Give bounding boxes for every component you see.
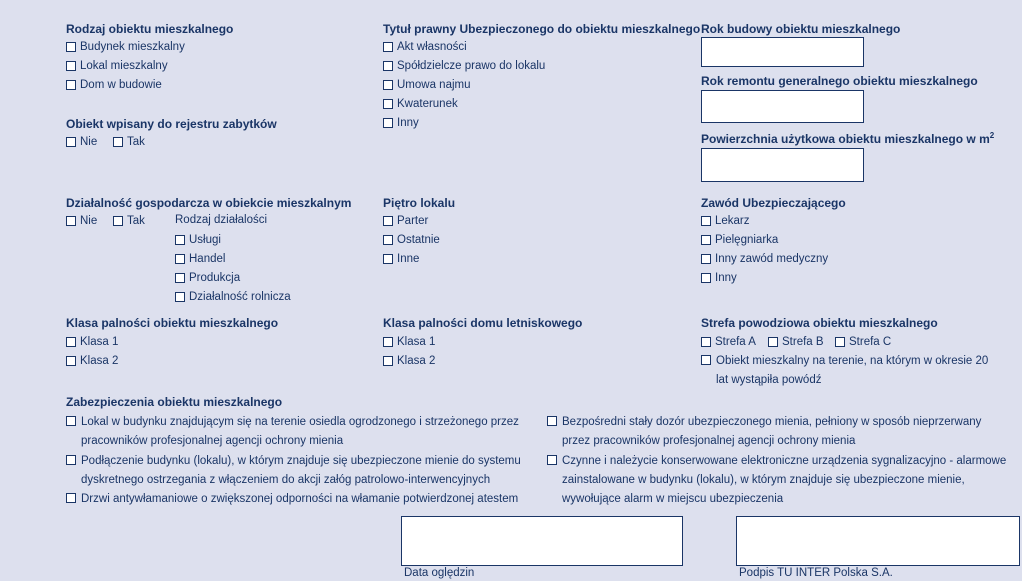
insurer-signature-label: Podpis TU INTER Polska S.A.: [739, 567, 893, 579]
business-kind-option[interactable]: Handel: [175, 252, 225, 266]
floor-option[interactable]: Inne: [383, 252, 419, 266]
profession-option[interactable]: Inny: [701, 271, 737, 285]
business-no-option[interactable]: Nie: [66, 214, 97, 228]
checkbox[interactable]: [66, 61, 76, 71]
checkbox[interactable]: [66, 493, 76, 503]
security-option[interactable]: Bezpośredni stały dozór ubezpieczonego mienia, pełniony w sposób nieprzerwany przez pracowników profesjonalnej agencji ochrony mienia: [547, 413, 1007, 451]
flood-zone-option[interactable]: Strefa A: [701, 335, 756, 349]
floor-option[interactable]: Ostatnie: [383, 233, 440, 247]
checkbox[interactable]: [701, 273, 711, 283]
checkbox[interactable]: [701, 235, 711, 245]
checkbox[interactable]: [383, 99, 393, 109]
object-type-heading: Rodzaj obiektu mieszkalnego: [66, 22, 234, 36]
checkbox[interactable]: [383, 42, 393, 52]
checkbox[interactable]: [547, 416, 557, 426]
checkbox[interactable]: [66, 455, 76, 465]
business-yes-option[interactable]: Tak: [113, 214, 145, 228]
security-option[interactable]: Drzwi antywłamaniowe o zwiększonej odporności na włamanie potwierdzonej atestem: [66, 490, 544, 509]
checkbox[interactable]: [66, 80, 76, 90]
checkbox[interactable]: [175, 235, 185, 245]
flood-zone-option[interactable]: Strefa C: [835, 335, 891, 349]
usable-area-heading: Powierzchnia użytkowa obiektu mieszkalnego w $m^2$: [701, 131, 995, 146]
build-year-heading: Rok budowy obiektu mieszkalnego: [701, 22, 901, 36]
legal-title-option[interactable]: Umowa najmu: [383, 78, 471, 92]
renovation-year-heading: Rok remontu generalnego obiektu mieszkalnego: [701, 74, 978, 88]
checkbox[interactable]: [383, 356, 393, 366]
business-kind-option[interactable]: Produkcja: [175, 271, 240, 285]
monument-no-option[interactable]: Nie: [66, 135, 97, 149]
flood-history-option[interactable]: Obiekt mieszkalny na terenie, na którym w okresie 20 lat wystąpiła powódź: [701, 352, 1001, 390]
checkbox[interactable]: [383, 337, 393, 347]
checkbox[interactable]: [383, 235, 393, 245]
checkbox[interactable]: [701, 337, 711, 347]
legal-title-option[interactable]: Spółdzielcze prawo do lokalu: [383, 59, 545, 73]
legal-title-option[interactable]: Akt własności: [383, 40, 467, 54]
flood-zone-option[interactable]: Strefa B: [768, 335, 824, 349]
fire-class-object-heading: Klasa palności obiektu mieszkalnego: [66, 316, 279, 330]
checkbox[interactable]: [383, 216, 393, 226]
flood-zone-heading: Strefa powodziowa obiektu mieszkalnego: [701, 316, 938, 330]
checkbox[interactable]: [547, 455, 557, 465]
business-kind-label: Rodzaj działalości: [175, 214, 268, 226]
profession-heading: Zawód Ubezpieczającego: [701, 196, 846, 210]
object-type-option[interactable]: Lokal mieszkalny: [66, 59, 168, 73]
fire-class-summer-heading: Klasa palności domu letniskowego: [383, 316, 583, 330]
object-type-option[interactable]: Dom w budowie: [66, 78, 162, 92]
security-option[interactable]: Podłączenie budynku (lokalu), w którym znajduje się ubezpieczone mienie do systemu dyskretnego ostrzegania z włączeniem do akcji załóg patrolowo-interwencyjnych: [66, 452, 544, 490]
insurer-signature-field[interactable]: [736, 516, 1020, 566]
business-kind-option[interactable]: Usługi: [175, 233, 221, 247]
floor-heading: Piętro lokalu: [383, 196, 456, 210]
checkbox[interactable]: [66, 137, 76, 147]
security-heading: Zabezpieczenia obiektu mieszkalnego: [66, 395, 283, 409]
profession-option[interactable]: Inny zawód medyczny: [701, 252, 828, 266]
monument-yes-option[interactable]: Tak: [113, 135, 145, 149]
profession-option[interactable]: Lekarz: [701, 214, 750, 228]
checkbox[interactable]: [175, 254, 185, 264]
fire-class-summer-option[interactable]: Klasa 2: [383, 354, 435, 368]
legal-title-heading: Tytuł prawny Ubezpieczonego do obiektu mieszkalnego: [383, 22, 701, 36]
checkbox[interactable]: [113, 137, 123, 147]
checkbox[interactable]: [383, 61, 393, 71]
checkbox[interactable]: [66, 216, 76, 226]
checkbox[interactable]: [701, 216, 711, 226]
checkbox[interactable]: [835, 337, 845, 347]
renovation-year-input[interactable]: [701, 90, 864, 123]
checkbox[interactable]: [175, 292, 185, 302]
fire-class-summer-option[interactable]: Klasa 1: [383, 335, 435, 349]
checkbox[interactable]: [113, 216, 123, 226]
inspection-date-label: Data oględzin: [404, 567, 475, 579]
security-option[interactable]: Lokal w budynku znajdującym się na terenie osiedla ogrodzonego i strzeżonego przez pracowników profesjonalnej agencji ochrony mienia: [66, 413, 544, 451]
checkbox[interactable]: [66, 416, 76, 426]
checkbox[interactable]: [383, 80, 393, 90]
checkbox[interactable]: [383, 118, 393, 128]
business-heading: Działalność gospodarcza w obiekcie mieszkalnym: [66, 196, 352, 210]
checkbox[interactable]: [66, 356, 76, 366]
usable-area-input[interactable]: [701, 148, 864, 182]
checkbox[interactable]: [768, 337, 778, 347]
monument-heading: Obiekt wpisany do rejestru zabytków: [66, 117, 277, 131]
business-kind-option[interactable]: Działalność rolnicza: [175, 290, 291, 304]
legal-title-option[interactable]: Inny: [383, 116, 419, 130]
profession-option[interactable]: Pielęgniarka: [701, 233, 778, 247]
inspection-date-field[interactable]: [401, 516, 683, 566]
checkbox[interactable]: [701, 254, 711, 264]
checkbox[interactable]: [701, 355, 711, 365]
checkbox[interactable]: [383, 254, 393, 264]
checkbox[interactable]: [66, 337, 76, 347]
checkbox[interactable]: [175, 273, 185, 283]
fire-class-object-option[interactable]: Klasa 1: [66, 335, 118, 349]
checkbox[interactable]: [66, 42, 76, 52]
security-option[interactable]: Czynne i należycie konserwowane elektroniczne urządzenia sygnalizacyjno - alarmowe zainstalowane w budynku (lokalu), w którym znajduje się ubezpieczone mienie, wywołujące alarm w miejscu ubezpieczenia: [547, 452, 1007, 509]
fire-class-object-option[interactable]: Klasa 2: [66, 354, 118, 368]
floor-option[interactable]: Parter: [383, 214, 428, 228]
object-type-option[interactable]: Budynek mieszkalny: [66, 40, 185, 54]
legal-title-option[interactable]: Kwaterunek: [383, 97, 458, 111]
build-year-input[interactable]: [701, 37, 864, 67]
